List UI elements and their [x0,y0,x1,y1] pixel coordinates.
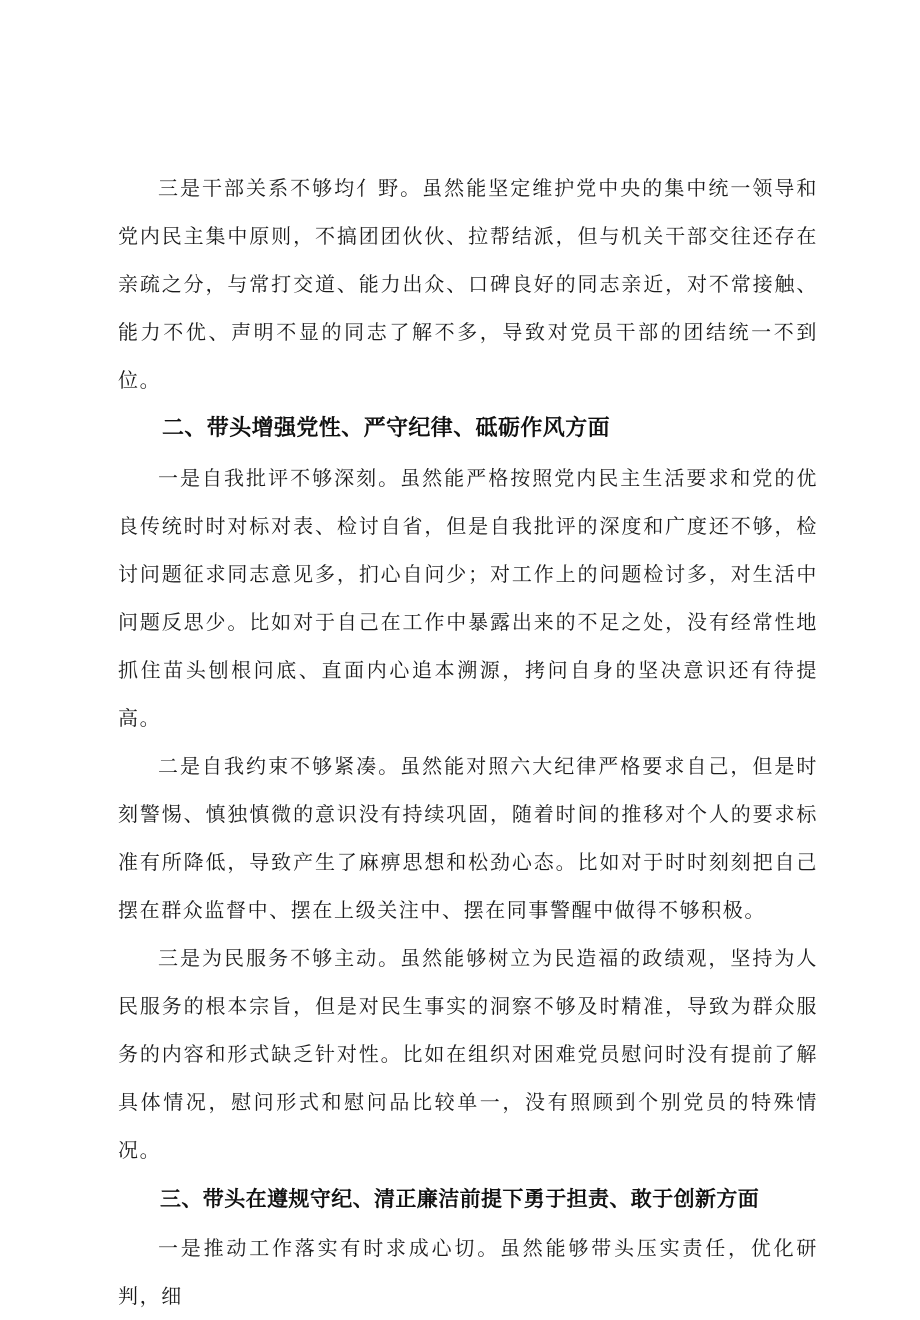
document-body [118,164,818,1320]
paragraph-self-discipline: 二是自我约束不够紧凑。虽然能对照六大纪律严格要求自己，但是时刻警惕、慎独慎微的意识没有持续巩固，随着时间的推移对个人的要求标准有所降低，导致产生了麻痹思想和松劲心态。比如对于时时刻刻把自己摆在群众监督中、摆在上级关注中、摆在同事警醒中做得不够积极。 [118,754,818,922]
paragraph-work-implementation: 一是推动工作落实有时求成心切。虽然能够带头压实责任，优化研判，细 [118,1236,818,1308]
paragraph-self-criticism: 一是自我批评不够深刻。虽然能严格按照党内民主生活要求和党的优良传统时时对标对表、检讨自省，但是自我批评的深度和广度还不够，检讨问题征求同志意见多，扪心自问少；对工作上的问题检讨多，对生活中问题反思少。比如对于自己在工作中暴露出来的不足之处，没有经常性地抓住苗头刨根问底、直面内心追本溯源，拷问自身的坚决意识还有待提高。 [118,466,818,730]
section-heading-party-spirit: 二、带头增强党性、严守纪律、砥砺作风方面 [162,416,611,441]
paragraph-serving-people: 三是为民服务不够主动。虽然能够树立为民造福的政绩观，坚持为人民服务的根本宗旨，但是对民生事实的洞察不够及时精准，导致为群众服务的内容和形式缺乏针对性。比如在组织对困难党员慰问时没有提前了解具体情况，慰问形式和慰问品比较单一，没有照顾到个别党员的特殊情况。 [118,946,818,1162]
section-heading-responsibility: 三、带头在遵规守纪、清正廉洁前提下勇于担责、敢于创新方面 [160,1187,760,1211]
paragraph-cadre-relations: 三是干部关系不够均亻野。虽然能坚定维护党中央的集中统一领导和党内民主集中原则，不搞团团伙伙、拉帮结派，但与机关干部交往还存在亲疏之分，与常打交道、能力出众、口碑良好的同志亲近，对不常接触、能力不优、声明不显的同志了解不多，导致对党员干部的团结统一不到位。 [118,176,818,392]
